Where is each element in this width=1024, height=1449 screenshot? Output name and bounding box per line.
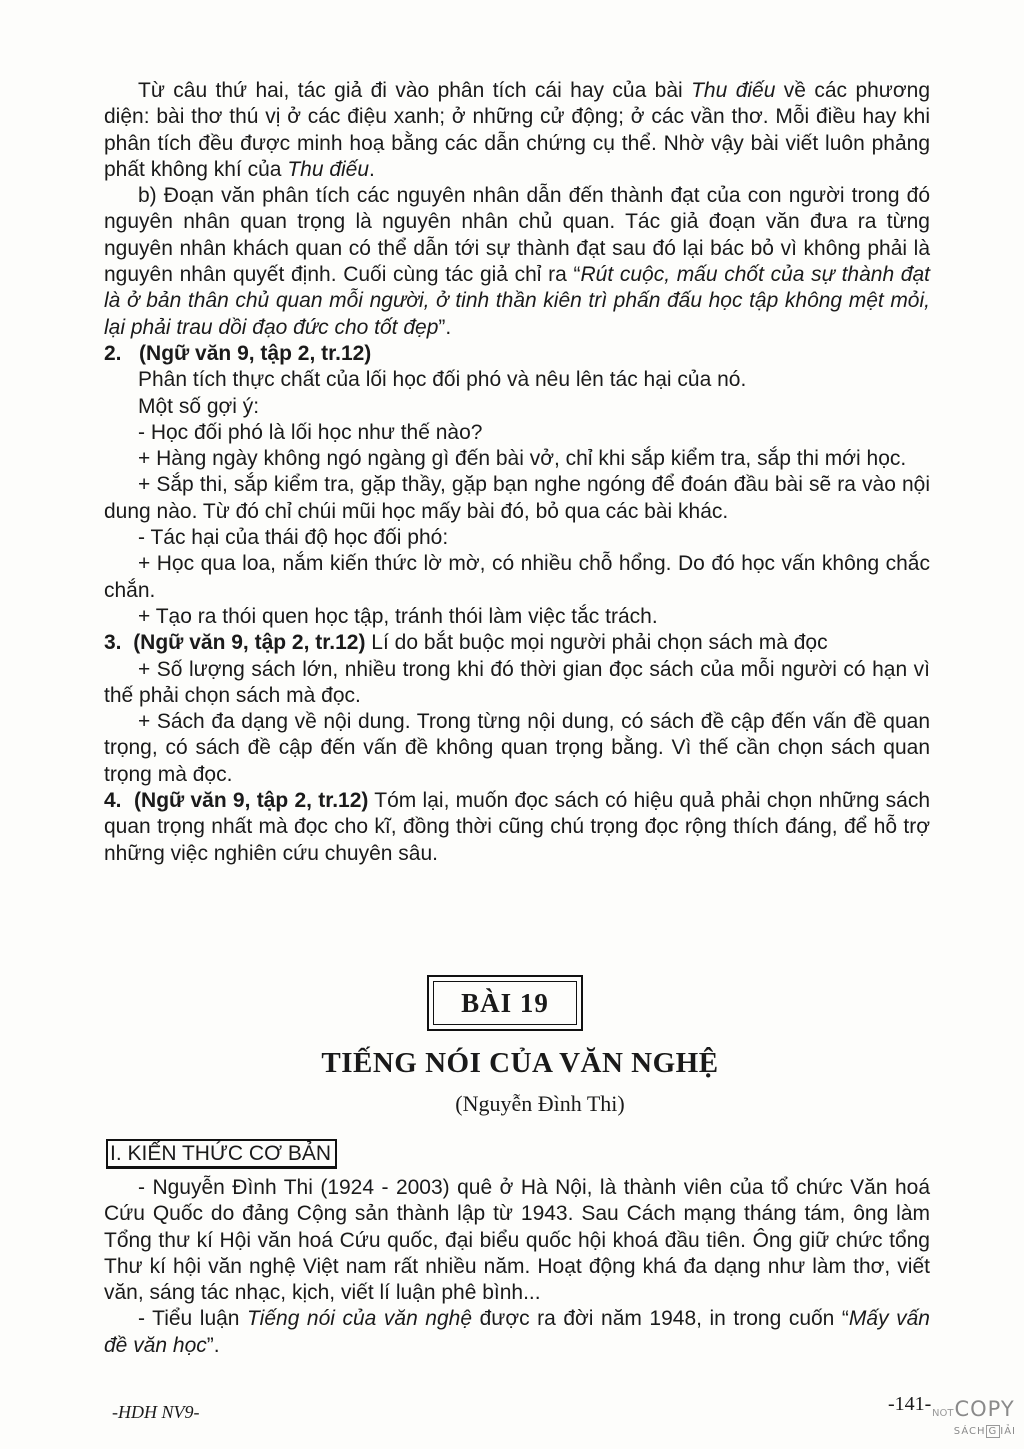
lesson-number-box (427, 975, 583, 1031)
lesson-title: TIẾNG NÓI CỦA VĂN NGHỆ (321, 1047, 719, 1079)
section-heading: I. KIẾN THỨC CƠ BẢN (106, 1139, 337, 1169)
paragraph-thu-dieu: Từ câu thứ hai, tác giả đi vào phân tích cái hay của bài Thu điếu về các phương diện: bài thơ thú vị ở các điệu xanh; ở những cử động; ở các vần thơ. Mỗi điều hay khi phân tích đều được minh hoạ bằng các dẫn chứng cụ thể. Nhờ vậy bài viết luôn phảng phất không khí của Thu điếu. (104, 79, 930, 181)
item-2-heading: 2. (Ngữ văn 9, tập 2, tr.12) (104, 341, 372, 365)
watermark-copy: COPY (954, 1397, 1015, 1421)
item-3-line: + Sách đa dạng về nội dung. Trong từng nội dung, có sách đề cập đến vấn đề quan trọng, có sách đề cập đến vấn đề không quan trọng bằng. Vì thế cần chọn sách quan trọng mà đọc. (104, 710, 930, 786)
item-2-line: - Tác hại của thái độ học đối phó: (138, 526, 449, 550)
page-number: -141- (888, 1393, 932, 1415)
item-3-line: + Số lượng sách lớn, nhiều trong khi đó thời gian đọc sách của mỗi người có hạn vì thế phải chọn sách mà đọc. (104, 657, 930, 707)
footer-book-code: -HDH NV9- (112, 1402, 200, 1422)
item-2-line: + Sắp thi, sắp kiểm tra, gặp thầy, gặp bạn nghe ngóng để đoán đầu bài sẽ ra vào nội dung nào. Từ đó chỉ chúi mũi học mấy bài đó, bỏ qua các bài khác. (104, 473, 930, 523)
item-2-line: + Tạo ra thói quen học tập, tránh thói làm việc tắc trách. (138, 604, 658, 628)
paragraph-thanh-dat: b) Đoạn văn phân tích các nguyên nhân dẫn đến thành đạt của con người trong đó nguyên nhân quan trọng là nguyên nhân chủ quan. Tác giả đoạn văn đưa ra từng nguyên nhân khách quan có thể dẫn tới sự thành đạt sau đó lại bác bỏ vì không phải là nguyên nhân quyết định. Cuối cùng tác giả chỉ ra “Rút cuộc, mấu chốt của sự thành đạt là ở bản thân chủ quan mỗi người, ở tinh thần kiên trì phấn đấu học tập không mệt mỏi, lại phải trau dồi đạo đức cho tốt đẹp”. (104, 184, 930, 339)
watermark-sach: SÁCH (953, 1426, 986, 1437)
item-2-line: - Học đối phó là lối học như thế nào? (138, 420, 483, 444)
watermark-not: NOT (932, 1408, 954, 1419)
item-3-heading: 3. (Ngữ văn 9, tập 2, tr.12) Lí do bắt buộc mọi người phải chọn sách mà đọc (104, 631, 828, 655)
body-text-bottom (104, 1175, 930, 1359)
item-4-paragraph: 4. (Ngữ văn 9, tập 2, tr.12) Tóm lại, muốn đọc sách có hiệu quả phải chọn những sách quan trọng nhất mà đọc cho kĩ, đồng thời cũng chú trọng đọc rộng thích đáng, để hỗ trợ những việc nghiên cứu chuyên sâu. (104, 789, 930, 865)
item-2-line: Một số gợi ý: (138, 394, 260, 418)
item-2-line: Phân tích thực chất của lối học đối phó và nêu lên tác hại của nó. (138, 368, 747, 392)
lesson-author: (Nguyễn Đình Thi) (455, 1091, 625, 1116)
essay-info-paragraph: - Tiểu luận Tiếng nói của văn nghệ được ra đời năm 1948, in trong cuốn “Mấy vấn đề văn học”. (104, 1307, 930, 1357)
item-2-line: + Học qua loa, nắm kiến thức lờ mờ, có nhiều chỗ hổng. Do đó học vấn không chắc chắn. (104, 552, 930, 602)
watermark-g: G (986, 1425, 1001, 1438)
body-text-top (104, 78, 930, 867)
lesson-number: BÀI 19 (433, 981, 577, 1025)
item-2-line: + Hàng ngày không ngó ngàng gì đến bài vở, chỉ khi sắp kiểm tra, sắp thi mới học. (138, 447, 907, 471)
author-bio-paragraph: - Nguyễn Đình Thi (1924 - 2003) quê ở Hà Nội, là thành viên của tổ chức Văn hoá Cứu Quốc do đảng Cộng sản thành lập từ 1943. Sau Cách mạng tháng tám, ông làm Tổng thư kí Hội văn hoá Cứu quốc, đại biểu quốc hội khoá đầu tiên. Ông giữ chức tổng Thư kí hội văn nghệ Việt nam rất nhiều năm. Hoạt động khá đa dạng như làm thơ, viết văn, sáng tác nhạc, kịch, viết lí luận phê bình... (104, 1176, 930, 1305)
watermark-iai: IẢI (1000, 1426, 1016, 1437)
watermark-logo (932, 1398, 1020, 1444)
